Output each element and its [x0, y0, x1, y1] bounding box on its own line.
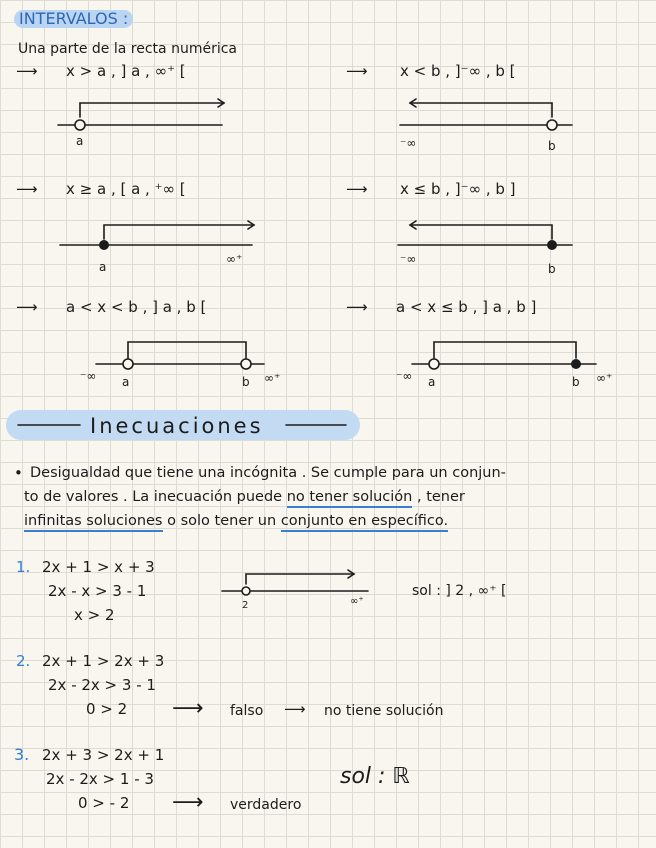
definition-line-2: to de valores . La inecuación puede no tener solución , tener — [24, 488, 465, 506]
example-2-arrow: ⟶ — [172, 696, 204, 721]
example-1-line-1: 2x + 1 > x + 3 — [42, 558, 155, 576]
example-3-result: verdadero — [230, 797, 302, 813]
interval-6-graph — [0, 332, 656, 392]
example-3-arrow: ⟶ — [172, 790, 204, 815]
example-2-line-3: 0 > 2 — [86, 700, 128, 718]
example-3-solution: sol : ℝ — [340, 764, 410, 789]
label-b: b — [548, 139, 556, 153]
definition-line-3: infinitas soluciones o solo tener un conjunto en específico. — [24, 512, 448, 530]
example-1-line-3: x > 2 — [74, 606, 115, 624]
interval-4-graph — [0, 215, 656, 275]
label-inf: ∞⁺ — [596, 371, 613, 385]
interval-6-text: a < x ≤ b , ] a , b ] — [396, 298, 537, 316]
example-2-number: 2. — [16, 652, 31, 670]
interval-5-text: a < x < b , ] a , b [ — [66, 298, 207, 316]
label-a: a — [428, 375, 436, 389]
label-a: a — [122, 375, 130, 389]
interval-arrow: ⟶ — [16, 298, 38, 316]
label-a: a — [99, 260, 107, 274]
example-2-line-1: 2x + 1 > 2x + 3 — [42, 652, 165, 670]
label-a: a — [76, 134, 84, 148]
interval-arrow: ⟶ — [16, 62, 38, 80]
interval-4-text: x ≤ b , ]⁻∞ , b ] — [400, 180, 516, 198]
interval-arrow: ⟶ — [346, 180, 368, 198]
interval-arrow: ⟶ — [346, 62, 368, 80]
subtitle: Una parte de la recta numérica — [18, 41, 237, 57]
example-3-line-2: 2x - 2x > 1 - 3 — [46, 770, 154, 788]
example-3-number: 3. — [14, 745, 30, 764]
section-title: Inecuaciones — [90, 414, 264, 438]
definition-line-1: Desigualdad que tiene una incógnita . Se cumple para un conjun- — [30, 465, 506, 481]
example-2-conclusion: no tiene solución — [324, 703, 444, 719]
interval-arrow: ⟶ — [346, 298, 368, 316]
label-inf: ∞⁺ — [226, 252, 243, 266]
example-2-result: falso — [230, 703, 264, 719]
example-1-graph — [0, 566, 400, 616]
label-b: b — [548, 262, 556, 276]
example-3-line-1: 2x + 3 > 2x + 1 — [42, 746, 165, 764]
label-minus-inf: ⁻∞ — [80, 369, 97, 383]
interval-arrow: ⟶ — [16, 180, 38, 198]
bullet: • — [14, 464, 23, 482]
example-1-solution: sol : ] 2 , ∞⁺ [ — [412, 583, 507, 599]
example-2-line-2: 2x - 2x > 3 - 1 — [48, 676, 156, 694]
interval-2-graph — [0, 95, 656, 155]
label-inf: ∞⁺ — [350, 596, 364, 607]
page-title: INTERVALOS : — [14, 10, 133, 28]
label-2: 2 — [242, 600, 249, 611]
label-b: b — [572, 375, 580, 389]
label-inf: ∞⁺ — [264, 371, 281, 385]
example-1-number: 1. — [16, 558, 31, 576]
example-2-arrow-2: ⟶ — [284, 700, 306, 718]
interval-2-text: x < b , ]⁻∞ , b [ — [400, 62, 516, 80]
label-b: b — [242, 375, 250, 389]
label-minus-inf: ⁻∞ — [400, 252, 417, 266]
interval-1-text: x > a , ] a , ∞⁺ [ — [66, 62, 186, 80]
example-1-line-2: 2x - x > 3 - 1 — [48, 582, 147, 600]
label-minus-inf: ⁻∞ — [396, 369, 413, 383]
example-3-line-3: 0 > - 2 — [78, 794, 130, 812]
interval-3-text: x ≥ a , [ a , ⁺∞ [ — [66, 180, 186, 198]
label-minus-inf: ⁻∞ — [400, 136, 417, 150]
